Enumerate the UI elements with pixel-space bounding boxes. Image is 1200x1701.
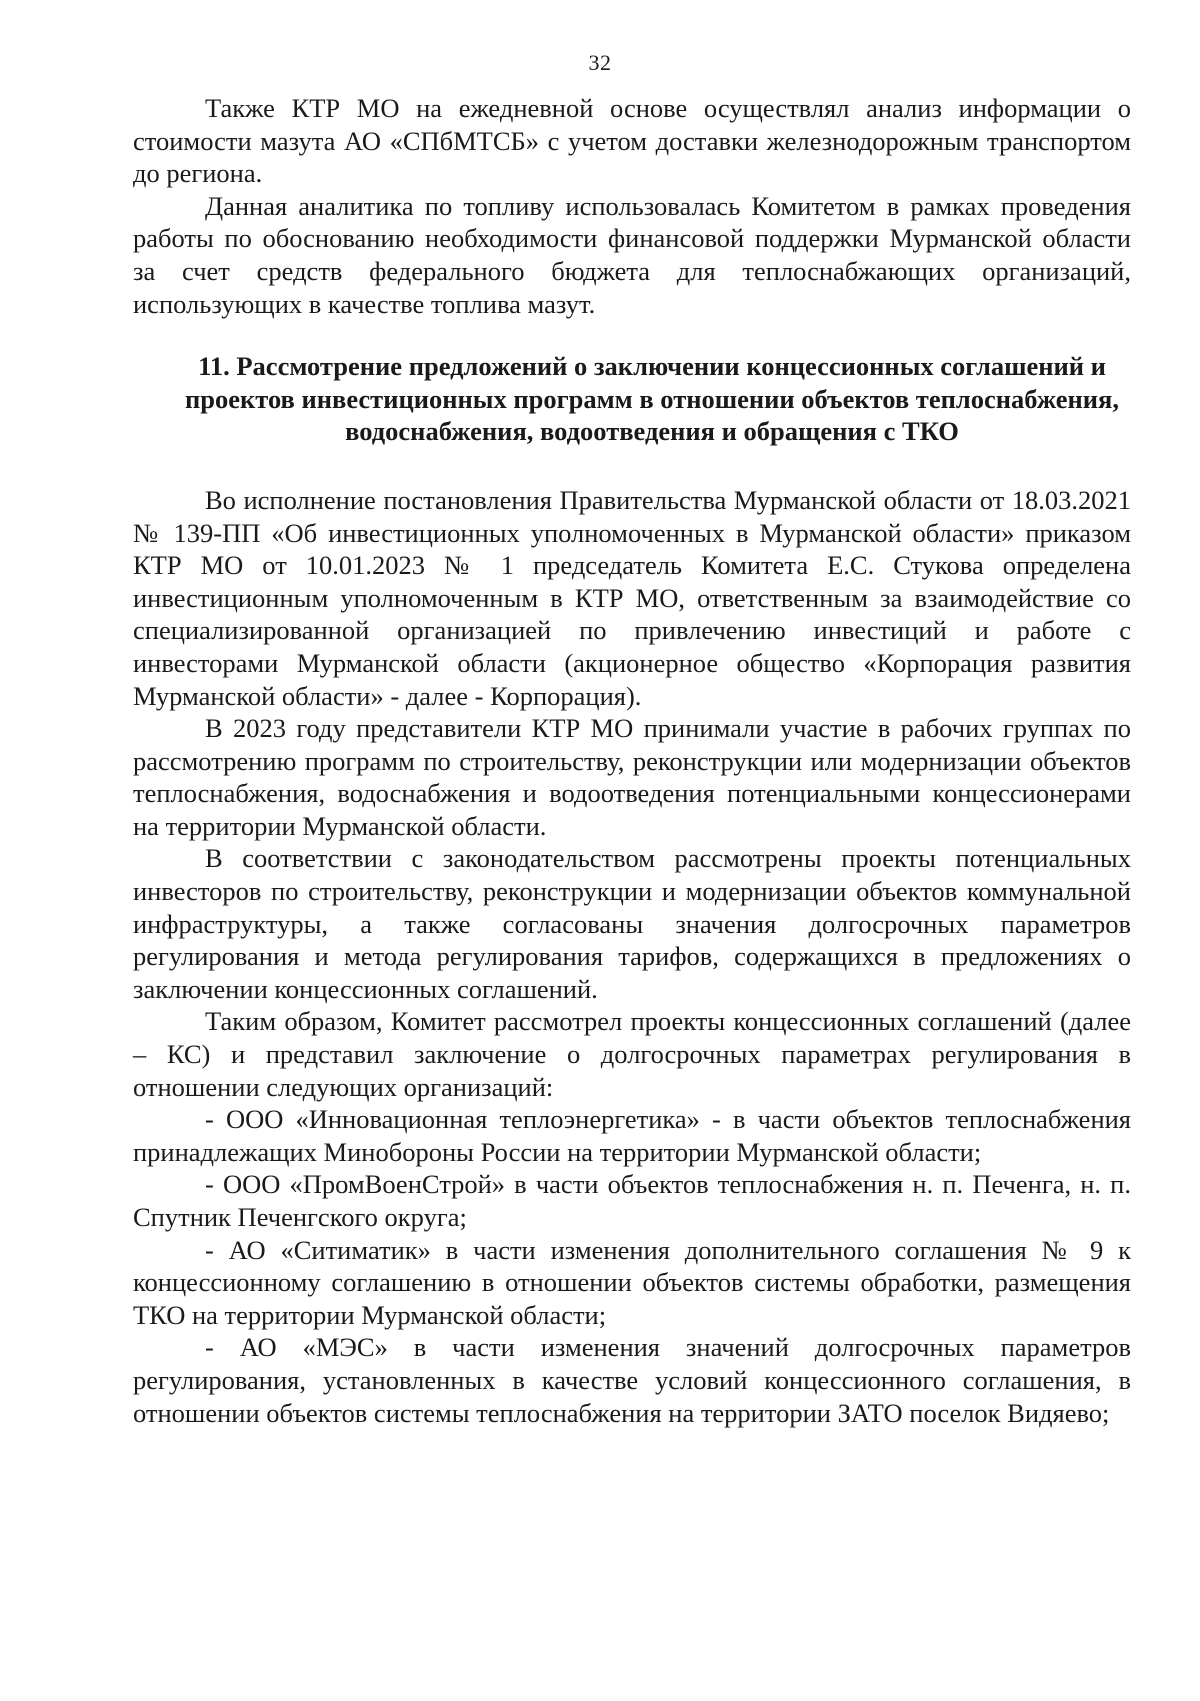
paragraph: Таким образом, Комитет рассмотрел проекты концессионных соглашений (далее – КС) и представил заключение о долгосрочных параметрах регулирования в отношении следующих организаций: (133, 1006, 1131, 1102)
paragraph: Во исполнение постановления Правительства Мурманской области от 18.03.2021 № 139-ПП «Об инвестиционных уполномоченных в Мурманской области» приказом КТР МО от 10.01.2023 № 1 председатель Комитета Е.С. Стукова определена инвестиционным уполномоченным в КТР МО, ответственным за взаимодействие со специализированной организацией по привлечению инвестиций и работе с инвесторами Мурманской области (акционерное общество «Корпорация развития Мурманской области» - далее - Корпорация). (133, 484, 1131, 711)
list-item: - ООО «Инновационная теплоэнергетика» - в части объектов теплоснабжения принадлежащих Минобороны России на территории Мурманской области; (133, 1104, 1131, 1167)
paragraph: Также КТР МО на ежедневной основе осуществлял анализ информации о стоимости мазута АО «СПбМТСБ» с учетом доставки железнодорожным транспортом до региона. (133, 93, 1131, 189)
list-item: - АО «Ситиматик» в части изменения дополнительного соглашения № 9 к концессионному соглашению в отношении объектов системы обработки, размещения ТКО на территории Мурманской области; (133, 1234, 1131, 1330)
list-item: - АО «МЭС» в части изменения значений долгосрочных параметров регулирования, установленных в качестве условий концессионного соглашения, в отношении объектов системы теплоснабжения на территории ЗАТО поселок Видяево; (133, 1332, 1131, 1428)
page-number: 32 (588, 50, 612, 75)
section-heading: 11. Рассмотрение предложений о заключении концессионных соглашений и проектов инвестиционных программ в отношении объектов теплоснабжения, водоснабжения, водоотведения и обращения с ТКО (185, 351, 1119, 447)
document-body (133, 92, 1131, 1429)
paragraph: В соответствии с законодательством рассмотрены проекты потенциальных инвесторов по строительству, реконструкции и модернизации объектов коммунальной инфраструктуры, а также согласованы значения долгосрочных параметров регулирования и метода регулирования тарифов, содержащихся в предложениях о заключении концессионных соглашений. (133, 843, 1131, 1004)
paragraph: Данная аналитика по топливу использовалась Комитетом в рамках проведения работы по обоснованию необходимости финансовой поддержки Мурманской области за счет средств федерального бюджета для теплоснабжающих организаций, использующих в качестве топлива мазут. (133, 190, 1131, 319)
paragraph: В 2023 году представители КТР МО принимали участие в рабочих группах по рассмотрению программ по строительству, реконструкции или модернизации объектов теплоснабжения, водоснабжения и водоотведения потенциальными концессионерами на территории Мурманской области. (133, 713, 1131, 841)
list-item: - ООО «ПромВоенСтрой» в части объектов теплоснабжения н. п. Печенга, н. п. Спутник Печенгского округа; (133, 1169, 1131, 1232)
